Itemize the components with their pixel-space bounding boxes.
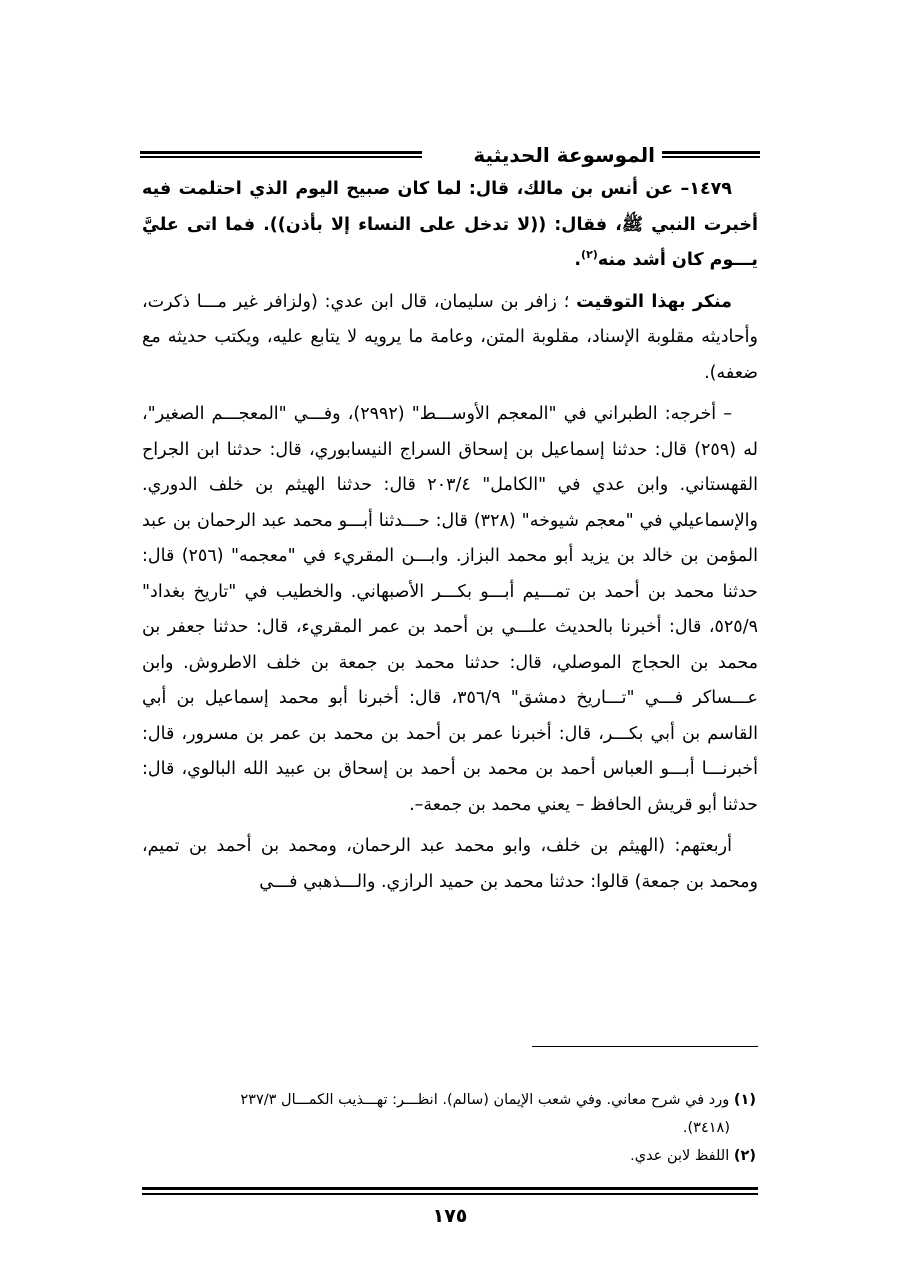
footnote-number: (٢) xyxy=(733,1148,756,1164)
footnote-text: اللفظ لابن عدي. xyxy=(630,1148,734,1164)
ruling-verdict: منكر بهذا التوقيت xyxy=(576,291,732,312)
footnotes xyxy=(142,1086,756,1170)
main-text xyxy=(142,172,758,906)
ruling-text: ؛ زافر بن سليمان، قال ابن عدي: (ولزافر غير مـــا ذكرت، وأحاديثه مقلوبة الإسناد، مقلوبة المتن، وعامة ما يرويه لا يتابع عليه، ويكتب حديثه مع ضعفه). xyxy=(142,291,758,383)
header-title: الموسوعة الحديثية xyxy=(473,143,655,167)
header-rule-right xyxy=(662,151,760,158)
bottom-rule xyxy=(142,1187,758,1195)
footnote-1 xyxy=(142,1086,756,1114)
footnote-separator xyxy=(532,1046,758,1047)
page-header xyxy=(140,138,760,174)
hadith-paragraph xyxy=(142,172,758,279)
header-rule-left xyxy=(140,151,422,158)
takhrij-paragraph: – أخرجه: الطبراني في "المعجم الأوســـط" (٢٩٩٢)، وفـــي "المعجـــم الصغير"، له (٢٥٩) قال: حدثنا إسماعيل بن إسحاق السراج النيسابوري، قال: حدثنا ابن الجراح القهستاني. وابن عدي في "الكامل" ٢٠٣/٤ قال: حدثنا الهيثم بن خلف الدوري. والإسماعيلي في "معجم شيوخه" (٣٢٨) قال: حـــدثنا أبـــو محمد عبد الرحمان بن عبد المؤمن بن خالد بن يزيد أبو محمد البزاز. وابـــن المقريء في "معجمه" (٢٥٦) قال: حدثنا محمد بن أحمد بن تمـــيم أبـــو بكـــر الأصبهاني. والخطيب في "تاريخ بغداد" ٥٢٥/٩، قال: أخبرنا بالحديث علـــي بن أحمد بن عمر المقريء، قال: حدثنا جعفر بن محمد بن الحجاج الموصلي، قال: حدثنا محمد بن جمعة بن خلف الاطروش. وابن عـــساكر فـــي "تـــاريخ دمشق" ٣٥٦/٩، قال: أخبرنا أبو محمد إسماعيل بن أبي القاسم بن أبي بكـــر، قال: أخبرنا عمر بن أحمد بن محمد بن عمر بن مسرور، قال: أخبرنـــا أبـــو العباس أحمد بن محمد بن أحمد بن إسحاق بن عبيد الله البالوي، قال: حدثنا أبو قريش الحافظ – يعني محمد بن جمعة–. xyxy=(142,404,758,815)
footnote-2 xyxy=(142,1142,756,1170)
footnote-number: (١) xyxy=(733,1092,756,1108)
arbaatuhum-paragraph: أربعتهم: (الهيثم بن خلف، وابو محمد عبد الرحمان، ومحمد بن أحمد بن تميم، ومحمد بن جمعة) قالوا: حدثنا محمد بن حميد الرازي. والـــذهبي فـــي xyxy=(142,836,758,892)
ruling-paragraph xyxy=(142,285,758,392)
hadith-end: . xyxy=(574,250,582,270)
hadith-text: – عن أنس بن مالك، قال: لما كان صبيح اليوم الذي احتلمت فيه أخبرت النبي ﷺ، فقال: ((لا تدخل على النساء إلا بأذن)). فما اتى عليَّ يـــوم كان أشد منه xyxy=(142,179,758,270)
footnote-reference[interactable]: (٢) xyxy=(581,248,598,262)
page-number: ١٧٥ xyxy=(432,1205,468,1227)
footnote-1-continuation: (٣٤١٨). xyxy=(682,1120,730,1136)
hadith-number: ١٤٧٩ xyxy=(689,179,732,199)
footnote-text: ورد في شرح معاني. وفي شعب الإيمان (سالم). انظـــر: تهـــذيب الكمـــال ٢٣٧/٣ xyxy=(240,1092,734,1108)
